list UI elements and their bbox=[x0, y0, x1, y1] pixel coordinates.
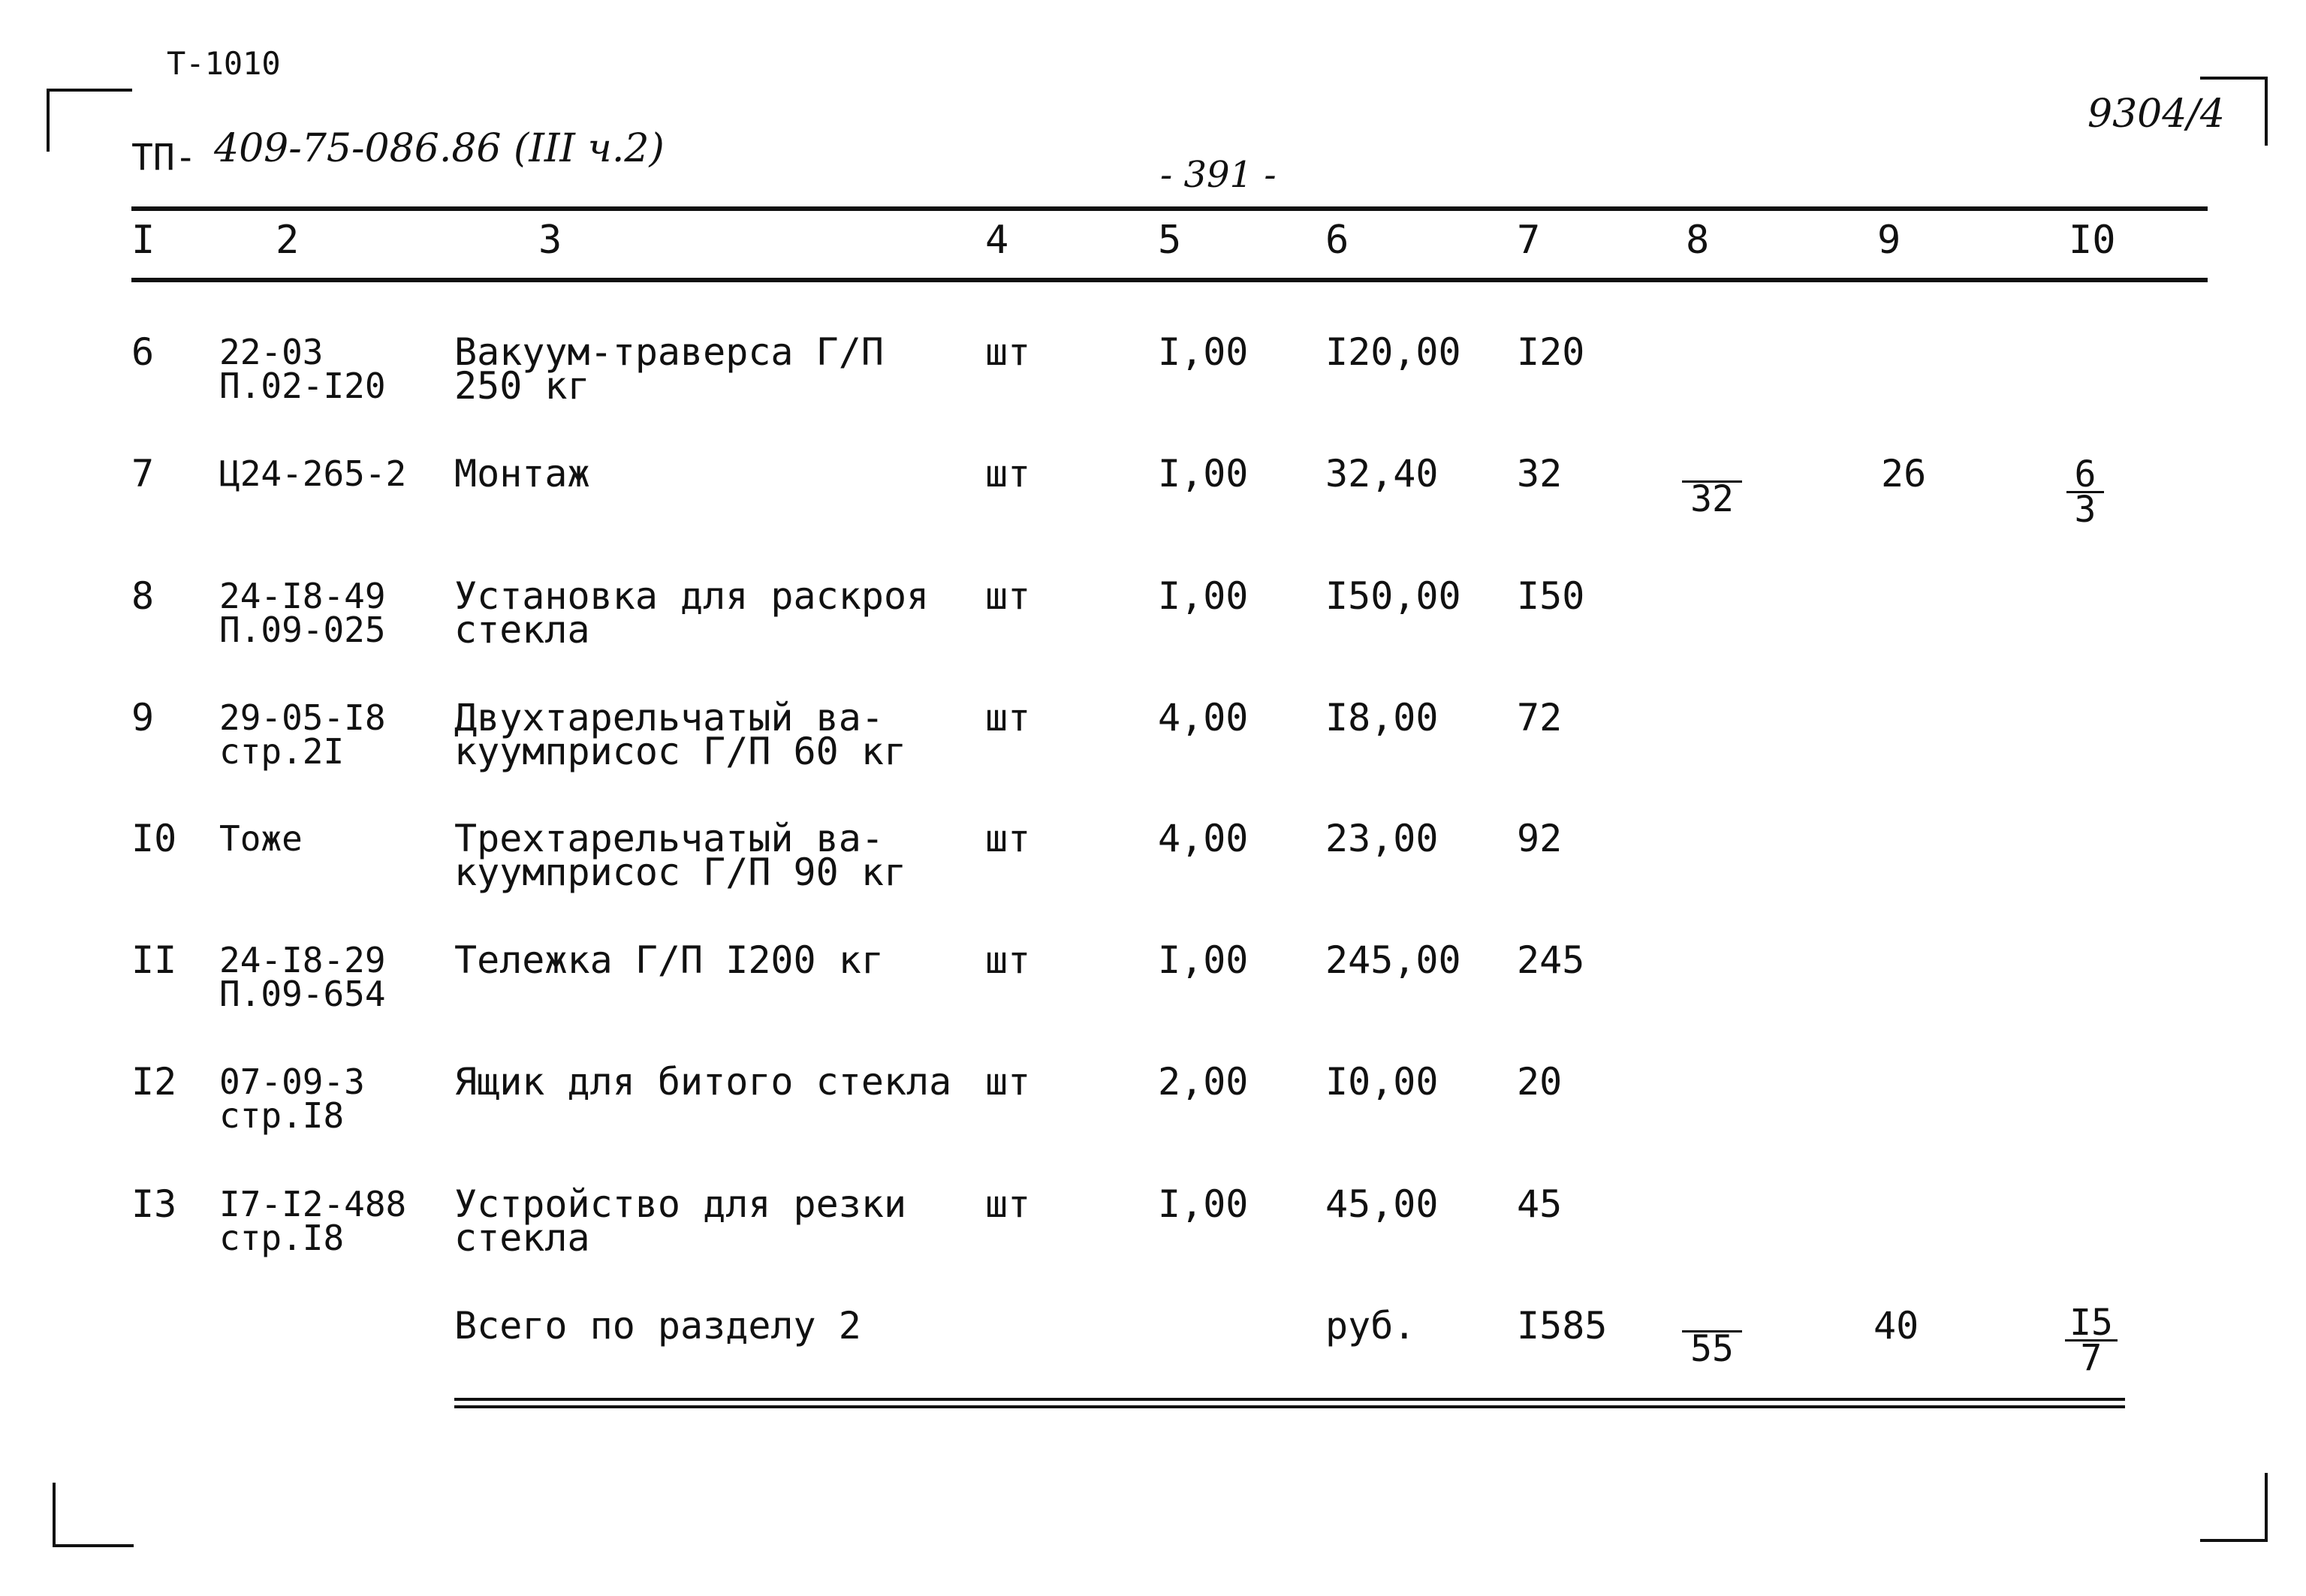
row-name: Установка для раскроя bbox=[454, 574, 930, 618]
row-quantity: I,00 bbox=[1158, 1182, 1249, 1226]
row-price: 245,00 bbox=[1325, 938, 1461, 982]
row-code: I7-I2-488 bbox=[219, 1184, 407, 1224]
summary-label: Всего по разделу 2 bbox=[454, 1304, 861, 1348]
row-price: I0,00 bbox=[1325, 1060, 1439, 1104]
row-total: I20 bbox=[1517, 330, 1585, 374]
row-code-line-2: П.09-654 bbox=[219, 974, 386, 1014]
row-number: I2 bbox=[131, 1060, 177, 1104]
row-code-line-2: П.09-025 bbox=[219, 610, 386, 650]
row-name: Ящик для битого стекла bbox=[454, 1060, 952, 1104]
row-unit: шт bbox=[985, 1060, 1031, 1104]
row-code: Тоже bbox=[219, 818, 303, 859]
archive-number: 9304/4 bbox=[2087, 92, 2225, 137]
row-name: Двухтарельчатый ва- bbox=[454, 696, 884, 739]
summary-col10-numerator: I5 bbox=[2065, 1306, 2118, 1342]
row-number: I0 bbox=[131, 817, 177, 860]
row-unit: шт bbox=[985, 696, 1031, 739]
row-unit: шт bbox=[985, 452, 1031, 495]
row-name: Вакуум-траверса Г/П bbox=[454, 330, 884, 374]
row-name-line-2: стекла bbox=[454, 608, 590, 652]
row-code: 24-I8-49 bbox=[219, 576, 386, 616]
summary-currency: руб. bbox=[1325, 1304, 1416, 1348]
column-header-6: 6 bbox=[1325, 218, 1349, 263]
row-unit: шт bbox=[985, 574, 1031, 618]
row-price: 45,00 bbox=[1325, 1182, 1439, 1226]
row-quantity: 4,00 bbox=[1158, 817, 1249, 860]
summary-col10-fraction bbox=[2065, 1302, 2118, 1379]
closing-rule-bottom bbox=[454, 1405, 2125, 1408]
frame-corner-top-left bbox=[47, 89, 132, 152]
row-code: 24-I8-29 bbox=[219, 940, 386, 980]
row-total: 32 bbox=[1517, 452, 1563, 495]
row-code-line-2: стр.I8 bbox=[219, 1218, 345, 1258]
column-header-7: 7 bbox=[1517, 218, 1541, 263]
row-total: 72 bbox=[1517, 696, 1563, 739]
column-header-10: I0 bbox=[2069, 218, 2116, 263]
row-col8-denominator: 32 bbox=[1690, 478, 1734, 520]
row-name-line-2: куумприсос Г/П 90 кг bbox=[454, 851, 907, 894]
header-bottom-rule bbox=[131, 278, 2208, 282]
column-header-9: 9 bbox=[1877, 218, 1901, 263]
summary-col10-denominator: 7 bbox=[2080, 1337, 2103, 1379]
row-price: I8,00 bbox=[1325, 696, 1439, 739]
row-quantity: I,00 bbox=[1158, 574, 1249, 618]
row-code-line-2: П.02-I20 bbox=[219, 366, 386, 406]
row-code: 07-09-3 bbox=[219, 1061, 365, 1102]
row-name: Трехтарельчатый ва- bbox=[454, 817, 884, 860]
row-total: 20 bbox=[1517, 1060, 1563, 1104]
row-col9: 26 bbox=[1881, 452, 1927, 495]
row-number: 6 bbox=[131, 330, 155, 374]
row-total: 45 bbox=[1517, 1182, 1563, 1226]
row-col8-fraction bbox=[1682, 465, 1742, 520]
row-quantity: I,00 bbox=[1158, 452, 1249, 495]
column-header-1: I bbox=[131, 218, 155, 263]
row-price: 32,40 bbox=[1325, 452, 1439, 495]
column-header-5: 5 bbox=[1158, 218, 1182, 263]
table-top-rule bbox=[131, 206, 2208, 211]
row-name: Устройство для резки bbox=[454, 1182, 907, 1226]
row-number: 9 bbox=[131, 696, 155, 739]
frame-corner-bottom-left bbox=[53, 1483, 134, 1547]
project-prefix: ТП- bbox=[131, 137, 197, 179]
row-number: I3 bbox=[131, 1182, 177, 1226]
row-name: Тележка Г/П I200 кг bbox=[454, 938, 884, 982]
row-code: 22-03 bbox=[219, 332, 324, 372]
row-unit: шт bbox=[985, 938, 1031, 982]
row-number: 7 bbox=[131, 452, 155, 495]
row-code: Ц24-265-2 bbox=[219, 453, 407, 494]
row-total: I50 bbox=[1517, 574, 1585, 618]
summary-col8-fraction bbox=[1682, 1315, 1742, 1370]
row-name-line-2: стекла bbox=[454, 1216, 590, 1260]
frame-corner-bottom-right bbox=[2200, 1473, 2268, 1542]
row-number: 8 bbox=[131, 574, 155, 618]
column-header-2: 2 bbox=[276, 218, 300, 263]
project-code: 409-75-086.86 (III ч.2) bbox=[214, 126, 665, 171]
row-number: II bbox=[131, 938, 177, 982]
row-code: 29-05-I8 bbox=[219, 697, 386, 738]
row-col10-denominator: 3 bbox=[2074, 489, 2097, 531]
summary-col9: 40 bbox=[1873, 1304, 1919, 1348]
row-unit: шт bbox=[985, 330, 1031, 374]
row-total: 92 bbox=[1517, 817, 1563, 860]
row-col10-numerator: 6 bbox=[2066, 458, 2104, 493]
row-price: 23,00 bbox=[1325, 817, 1439, 860]
row-quantity: 4,00 bbox=[1158, 696, 1249, 739]
row-unit: шт bbox=[985, 817, 1031, 860]
row-unit: шт bbox=[985, 1182, 1031, 1226]
row-code-line-2: стр.2I bbox=[219, 731, 345, 772]
row-name-line-2: куумприсос Г/П 60 кг bbox=[454, 730, 907, 773]
column-header-4: 4 bbox=[985, 218, 1009, 263]
row-quantity: 2,00 bbox=[1158, 1060, 1249, 1104]
row-name-line-2: 250 кг bbox=[454, 364, 590, 408]
closing-rule-top bbox=[454, 1398, 2125, 1401]
summary-total: I585 bbox=[1517, 1304, 1608, 1348]
page-number: - 391 - bbox=[1160, 154, 1277, 196]
row-name: Монтаж bbox=[454, 452, 590, 495]
row-price: I50,00 bbox=[1325, 574, 1461, 618]
row-price: I20,00 bbox=[1325, 330, 1461, 374]
summary-col8-denominator: 55 bbox=[1690, 1328, 1734, 1370]
row-quantity: I,00 bbox=[1158, 938, 1249, 982]
row-total: 245 bbox=[1517, 938, 1585, 982]
column-header-3: 3 bbox=[538, 218, 562, 263]
row-col10-fraction bbox=[2066, 453, 2104, 531]
column-header-8: 8 bbox=[1686, 218, 1710, 263]
document-number: T-1010 bbox=[167, 45, 281, 82]
row-code-line-2: стр.I8 bbox=[219, 1095, 345, 1136]
row-quantity: I,00 bbox=[1158, 330, 1249, 374]
